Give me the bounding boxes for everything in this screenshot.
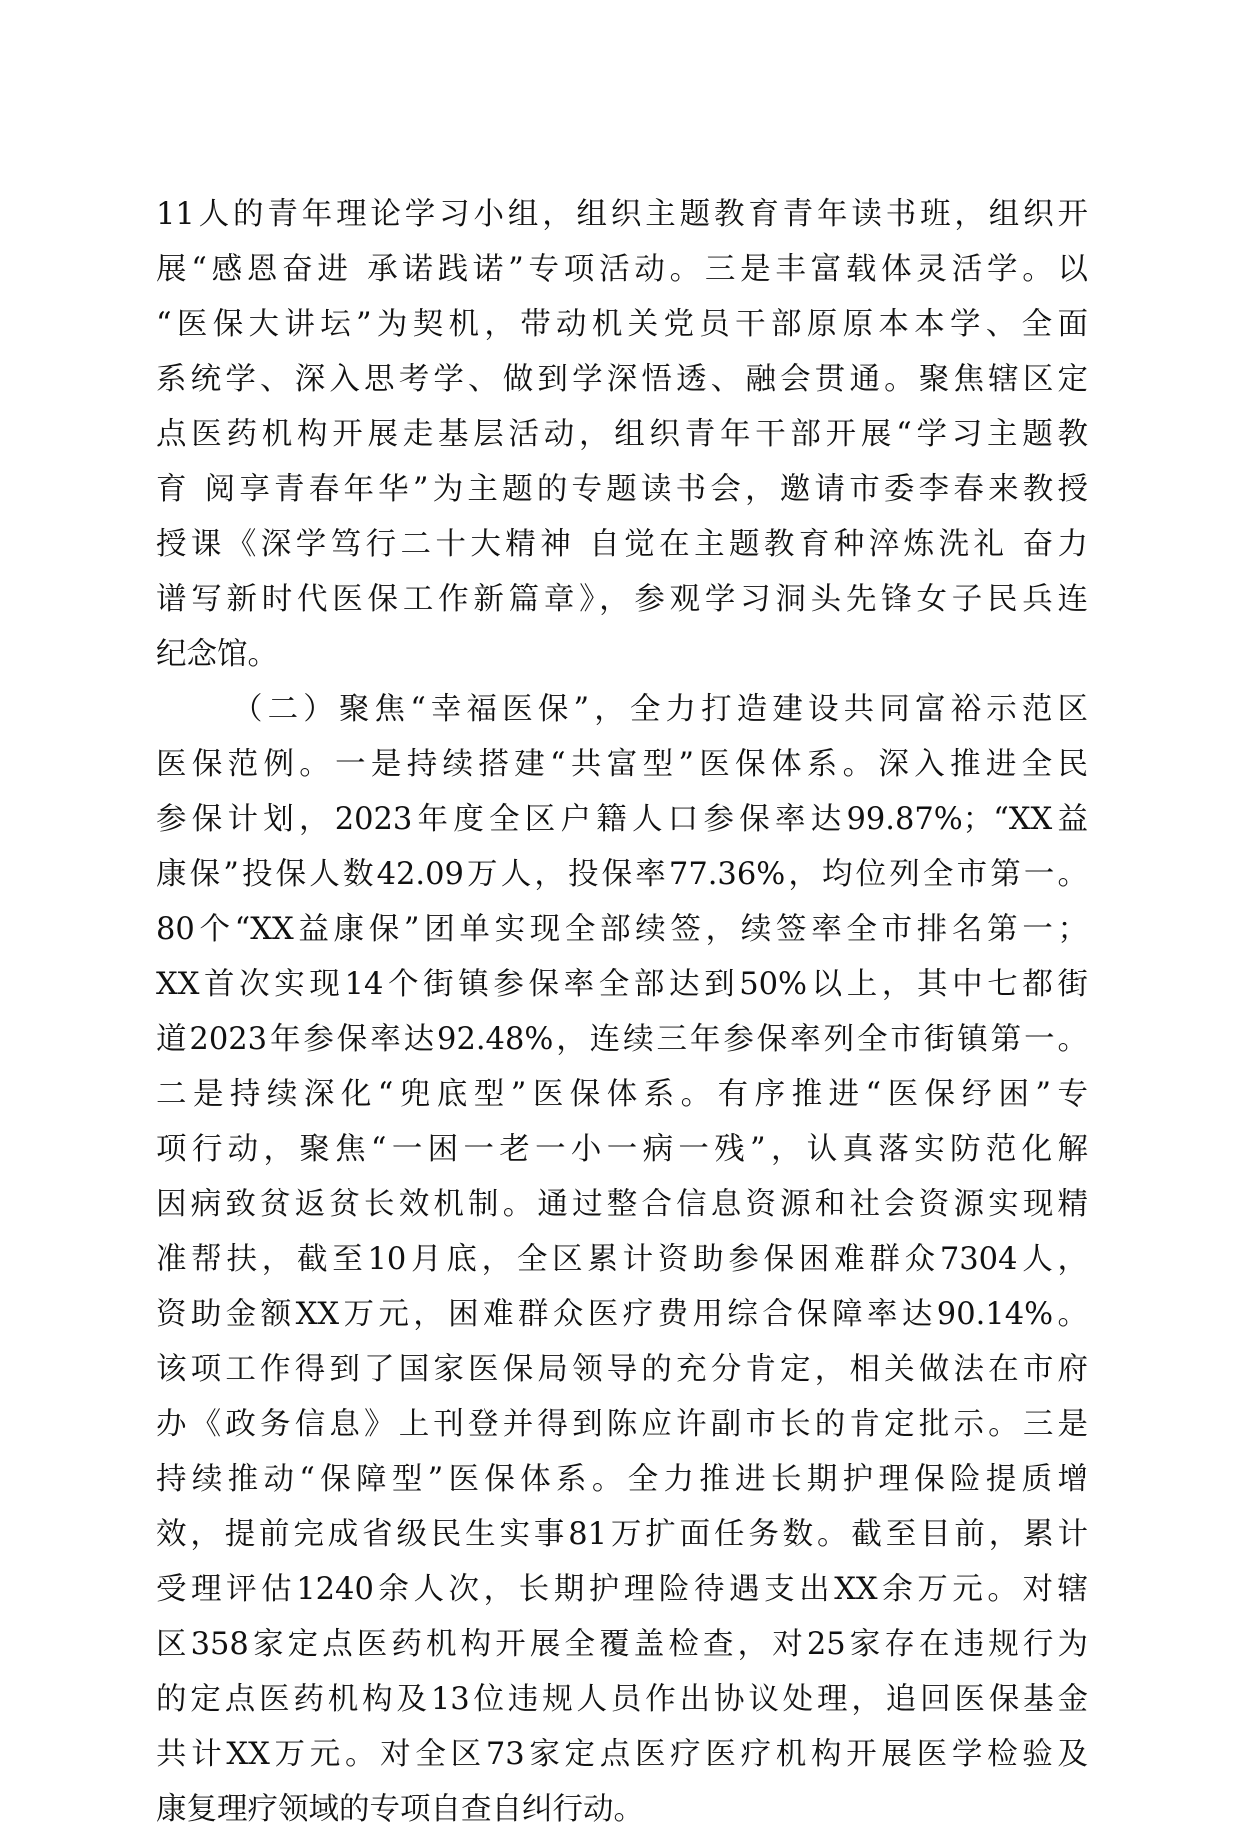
text-line: 授课《深学笃行二十大精神 自觉在主题教育种淬炼洗礼 奋力 [156, 527, 1088, 562]
text-line: 育 阅享青春年华”为主题的专题读书会，邀请市委李春来教授 [156, 472, 1088, 507]
text-line: 11人的青年理论学习小组，组织主题教育青年读书班，组织开 [156, 197, 1088, 232]
text-line: 系统学、深入思考学、做到学深悟透、融会贯通。聚焦辖区定 [156, 362, 1088, 397]
text-line: “医保大讲坛”为契机，带动机关党员干部原原本本学、全面 [156, 307, 1088, 342]
body-text [156, 187, 1088, 1837]
text-line: 二是持续深化“兜底型”医保体系。有序推进“医保纾困”专 [156, 1077, 1088, 1112]
text-line: 该项工作得到了国家医保局领导的充分肯定，相关做法在市府 [156, 1352, 1088, 1387]
text-line: 效，提前完成省级民生实事81万扩面任务数。截至目前，累计 [156, 1517, 1088, 1552]
text-line: 区358家定点医药机构开展全覆盖检查，对25家存在违规行为 [156, 1627, 1088, 1662]
text-line: 共计XX万元。对全区73家定点医疗医疗机构开展医学检验及 [156, 1737, 1088, 1772]
text-line: 道2023年参保率达92.48%，连续三年参保率列全市街镇第一。 [156, 1022, 1088, 1057]
text-line: 康复理疗领域的专项自查自纠行动。 [156, 1792, 644, 1827]
text-line: 医保范例。一是持续搭建“共富型”医保体系。深入推进全民 [156, 747, 1088, 782]
text-line: 康保”投保人数42.09万人，投保率77.36%，均位列全市第一。 [156, 857, 1088, 892]
text-line: 准帮扶，截至10月底，全区累计资助参保困难群众7304人， [156, 1242, 1088, 1277]
text-line: 受理评估1240余人次，长期护理险待遇支出XX余万元。对辖 [156, 1572, 1088, 1607]
text-line: 的定点医药机构及13位违规人员作出协议处理，追回医保基金 [156, 1682, 1088, 1717]
text-line: 展“感恩奋进 承诺践诺”专项活动。三是丰富载体灵活学。以 [156, 252, 1088, 287]
text-line: 办《政务信息》上刊登并得到陈应许副市长的肯定批示。三是 [156, 1407, 1088, 1442]
text-line: 点医药机构开展走基层活动，组织青年干部开展“学习主题教 [156, 417, 1088, 452]
text-line: 谱写新时代医保工作新篇章》，参观学习洞头先锋女子民兵连 [156, 582, 1088, 617]
text-line: 持续推动“保障型”医保体系。全力推进长期护理保险提质增 [156, 1462, 1088, 1497]
text-line: 项行动，聚焦“一困一老一小一病一残”，认真落实防范化解 [156, 1132, 1088, 1167]
text-line: XX首次实现14个街镇参保率全部达到50%以上，其中七都街 [156, 967, 1088, 1002]
text-line: 因病致贫返贫长效机制。通过整合信息资源和社会资源实现精 [156, 1187, 1088, 1222]
paragraph-heading-line: （二）聚焦“幸福医保”，全力打造建设共同富裕示范区 [232, 692, 1088, 727]
text-line: 纪念馆。 [156, 637, 278, 672]
text-line: 资助金额XX万元，困难群众医疗费用综合保障率达90.14%。 [156, 1297, 1088, 1332]
text-line: 80个“XX益康保”团单实现全部续签，续签率全市排名第一； [156, 912, 1088, 947]
text-line: 参保计划，2023年度全区户籍人口参保率达99.87%；“XX益 [156, 802, 1088, 837]
